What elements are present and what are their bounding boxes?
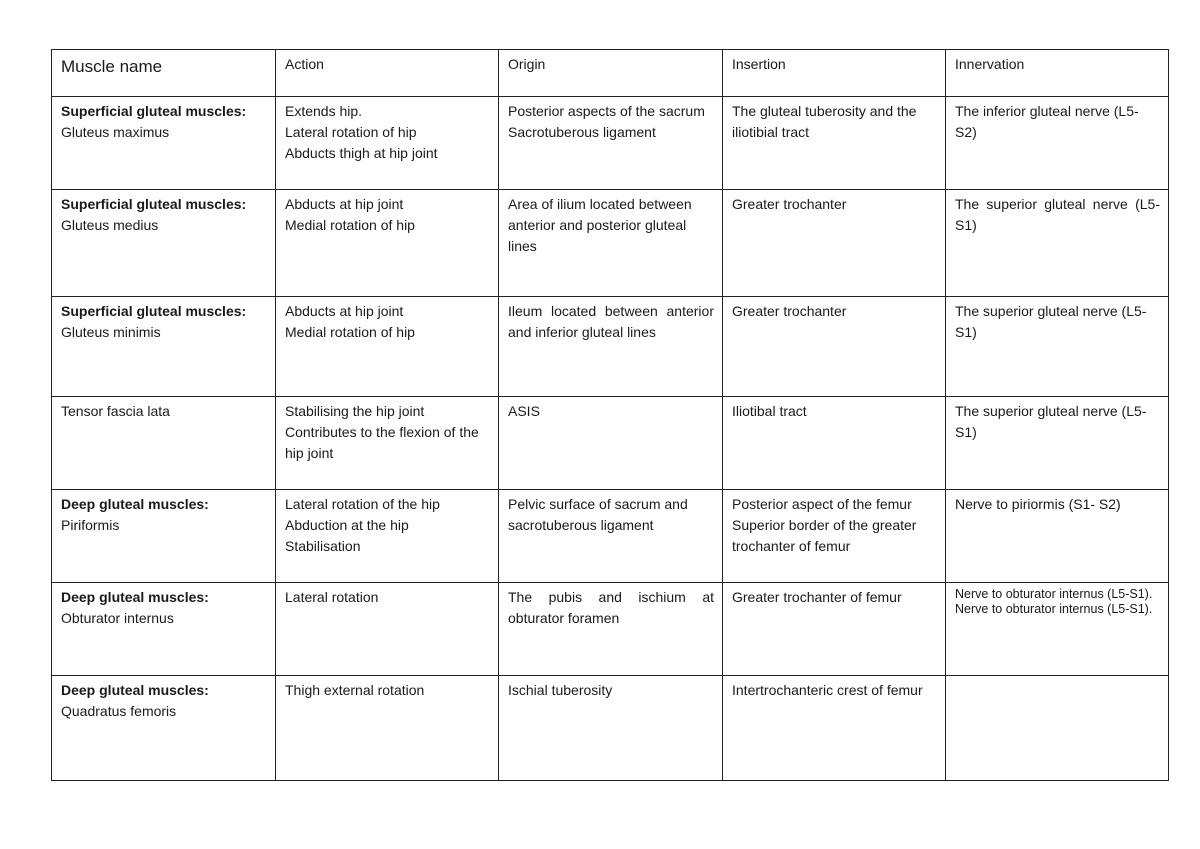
innervation-cell [946, 676, 1169, 781]
insertion-cell: Greater trochanter [723, 190, 946, 297]
origin-cell [499, 97, 723, 190]
action-line: Abducts at hip joint [285, 196, 404, 212]
action-line: Lateral rotation [285, 589, 379, 605]
gluteal-muscles-table [51, 49, 1169, 781]
table-row [52, 97, 1169, 190]
action-line: Stabilising the hip joint [285, 403, 425, 419]
action-cell [276, 397, 499, 490]
origin-line: The pubis and ischium at obturator foramen [508, 589, 714, 626]
muscle-name: Gluteus medius [61, 217, 159, 233]
action-line: Medial rotation of hip [285, 324, 415, 340]
header-insertion: Insertion [723, 50, 946, 97]
insertion-cell: Iliotibal tract [723, 397, 946, 490]
origin-cell [499, 490, 723, 583]
muscle-name: Piriformis [61, 517, 120, 533]
muscle-category: Deep gluteal muscles: [61, 496, 209, 512]
muscle-name-cell [52, 676, 276, 781]
table-row [52, 397, 1169, 490]
insertion-cell: Intertrochanteric crest of femur [723, 676, 946, 781]
muscle-name: Gluteus minimis [61, 324, 161, 340]
origin-cell [499, 583, 723, 676]
header-action: Action [276, 50, 499, 97]
origin-line: Area of ilium located between anterior and posterior gluteal lines [508, 196, 692, 254]
muscle-name: Obturator internus [61, 610, 174, 626]
innervation-cell: The superior gluteal nerve (L5-S1) [946, 297, 1169, 397]
header-origin: Origin [499, 50, 723, 97]
innervation-cell: The superior gluteal nerve (L5-S1) [946, 190, 1169, 297]
table-row [52, 676, 1169, 781]
action-cell [276, 583, 499, 676]
table-row [52, 583, 1169, 676]
insertion-cell: The gluteal tuberosity and the iliotibial tract [723, 97, 946, 190]
origin-cell [499, 397, 723, 490]
header-muscle-name: Muscle name [52, 50, 276, 97]
action-cell [276, 97, 499, 190]
muscle-category: Deep gluteal muscles: [61, 589, 209, 605]
muscle-name-cell [52, 97, 276, 190]
action-line: Contributes to the flexion of the hip joint [285, 424, 479, 461]
insertion-cell: Greater trochanter of femur [723, 583, 946, 676]
insertion-cell: Greater trochanter [723, 297, 946, 397]
origin-cell [499, 297, 723, 397]
action-line: Lateral rotation of the hip [285, 496, 440, 512]
muscle-name: Quadratus femoris [61, 703, 177, 719]
muscle-name-cell [52, 297, 276, 397]
action-line: Abducts thigh at hip joint [285, 145, 438, 161]
origin-cell [499, 676, 723, 781]
muscle-category: Deep gluteal muscles: [61, 682, 209, 698]
origin-line: Pelvic surface of sacrum and sacrotuberous ligament [508, 496, 688, 533]
action-line: Abducts at hip joint [285, 303, 404, 319]
muscle-category: Superficial gluteal muscles: [61, 103, 247, 119]
table-row [52, 490, 1169, 583]
header-innervation: Innervation [946, 50, 1169, 97]
muscle-name-cell [52, 190, 276, 297]
muscle-category: Superficial gluteal muscles: [61, 196, 247, 212]
action-line: Stabilisation [285, 538, 361, 554]
origin-line: Sacrotuberous ligament [508, 124, 656, 140]
muscle-name-cell [52, 583, 276, 676]
origin-line: Ischial tuberosity [508, 682, 613, 698]
muscle-name-cell [52, 490, 276, 583]
muscle-category: Superficial gluteal muscles: [61, 303, 247, 319]
action-line: Medial rotation of hip [285, 217, 415, 233]
innervation-cell: Nerve to piriormis (S1- S2) [946, 490, 1169, 583]
action-line: Extends hip. [285, 103, 363, 119]
origin-line: ASIS [508, 403, 540, 419]
table-header-row [52, 50, 1169, 97]
muscle-name-cell [52, 397, 276, 490]
innervation-cell: The inferior gluteal nerve (L5-S2) [946, 97, 1169, 190]
action-cell [276, 297, 499, 397]
insertion-cell: Posterior aspect of the femur Superior border of the greater trochanter of femur [723, 490, 946, 583]
innervation-cell: Nerve to obturator internus (L5-S1). Nerve to obturator internus (L5-S1). [946, 583, 1169, 676]
action-cell [276, 490, 499, 583]
table-row [52, 190, 1169, 297]
action-cell [276, 676, 499, 781]
innervation-cell: The superior gluteal nerve (L5-S1) [946, 397, 1169, 490]
action-line: Lateral rotation of hip [285, 124, 417, 140]
table-row [52, 297, 1169, 397]
action-line: Abduction at the hip [285, 517, 409, 533]
origin-line: Ileum located between anterior and inferior gluteal lines [508, 303, 714, 340]
action-line: Thigh external rotation [285, 682, 425, 698]
muscle-name: Gluteus maximus [61, 124, 170, 140]
action-cell [276, 190, 499, 297]
origin-cell [499, 190, 723, 297]
origin-line: Posterior aspects of the sacrum [508, 103, 705, 119]
muscle-name: Tensor fascia lata [61, 403, 170, 419]
